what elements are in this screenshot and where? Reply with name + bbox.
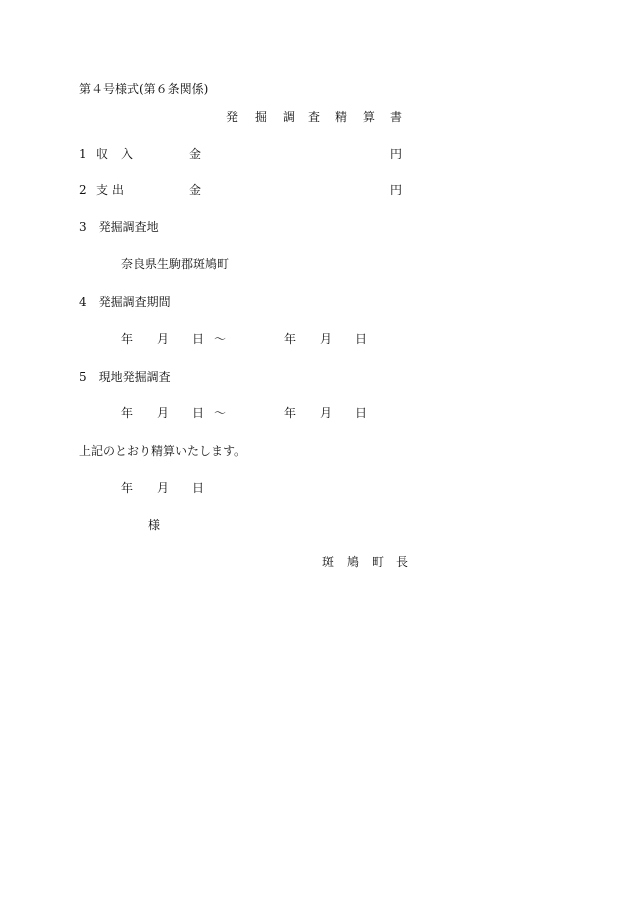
field-to-day: 日 xyxy=(355,406,368,420)
expense-label-char: 支 xyxy=(96,183,109,197)
period-to-month: 月 xyxy=(320,332,333,346)
field-to-year: 年 xyxy=(284,406,297,420)
form-number: 第４号様式(第６条関係) xyxy=(79,82,209,96)
period-to-day: 日 xyxy=(355,332,368,346)
field-from-day: 日 xyxy=(192,406,205,420)
income-label-char: 入 xyxy=(121,147,134,161)
addressee-suffix: 様 xyxy=(148,518,161,532)
income-number: 1 xyxy=(79,147,87,161)
date-year: 年 xyxy=(121,481,134,495)
income-unit: 円 xyxy=(390,147,403,161)
date-month: 月 xyxy=(157,481,170,495)
site-value: 奈良県生駒郡斑鳩町 xyxy=(121,257,230,271)
mayor-char: 斑 xyxy=(322,555,335,569)
period-heading: 4 発掘調査期間 xyxy=(79,295,171,309)
expense-label-char: 出 xyxy=(112,183,125,197)
income-money-label: 金 xyxy=(189,147,202,161)
title-char: 発 xyxy=(226,110,239,124)
title-char: 調 xyxy=(283,110,296,124)
title-char: 掘 xyxy=(255,110,268,124)
period-from-month: 月 xyxy=(157,332,170,346)
mayor-char: 町 xyxy=(372,555,385,569)
expense-unit: 円 xyxy=(390,183,403,197)
date-day: 日 xyxy=(192,481,205,495)
period-tilde: ～ xyxy=(214,332,227,346)
expense-money-label: 金 xyxy=(189,183,202,197)
mayor-char: 長 xyxy=(396,555,409,569)
period-to-year: 年 xyxy=(284,332,297,346)
field-tilde: ～ xyxy=(214,406,227,420)
field-to-month: 月 xyxy=(320,406,333,420)
income-label-char: 収 xyxy=(96,147,109,161)
expense-number: 2 xyxy=(79,183,87,197)
period-from-day: 日 xyxy=(192,332,205,346)
period-from-year: 年 xyxy=(121,332,134,346)
title-char: 精 xyxy=(335,110,348,124)
field-from-year: 年 xyxy=(121,406,134,420)
statement-text: 上記のとおり精算いたします。 xyxy=(79,444,247,458)
title-char: 書 xyxy=(390,110,403,124)
title-char: 査 xyxy=(308,110,321,124)
site-heading: 3 発掘調査地 xyxy=(79,220,159,234)
title-char: 算 xyxy=(363,110,376,124)
mayor-char: 鳩 xyxy=(347,555,360,569)
field-heading: 5 現地発掘調査 xyxy=(79,370,171,384)
field-from-month: 月 xyxy=(157,406,170,420)
